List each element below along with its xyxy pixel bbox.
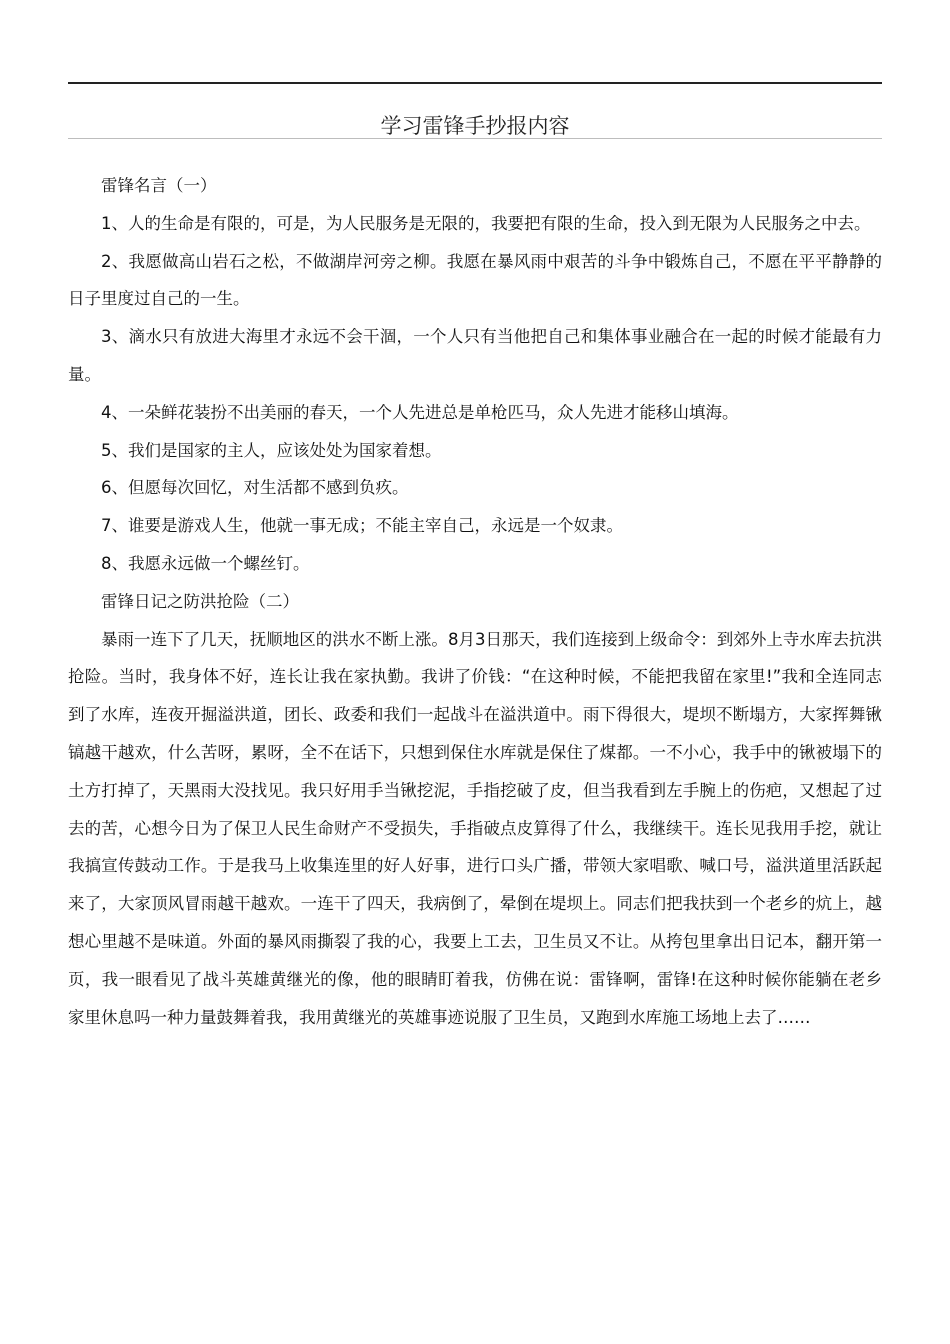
document-title: 学习雷锋手抄报内容 [380, 114, 570, 138]
quote-3: 3、滴水只有放进大海里才永远不会干涸，一个人只有当他把自己和集体事业融合在一起的时候才能最有力量。 [68, 327, 882, 384]
quote-1: 1、人的生命是有限的，可是，为人民服务是无限的，我要把有限的生命，投入到无限为人民服务之中去。 [101, 213, 871, 233]
quote-2: 2、我愿做高山岩石之松，不做湖岸河旁之柳。我愿在暴风雨中艰苦的斗争中锻炼自己，不愿在平平静静的日子里度过自己的一生。 [68, 251, 882, 309]
header-rule [68, 82, 882, 84]
quote-7: 7、谁要是游戏人生，他就一事无成；不能主宰自己，永远是一个奴隶。 [101, 516, 623, 536]
quote-5: 5、我们是国家的主人，应该处处为国家着想。 [101, 440, 442, 460]
document-body [68, 167, 882, 1036]
section-heading-quotes: 雷锋名言（一） [101, 176, 217, 195]
title-underline [68, 138, 882, 139]
diary-paragraph: 暴雨一连下了几天，抚顺地区的洪水不断上涨。8月3日那天，我们连接到上级命令：到郊外上寺水库去抗洪抢险。当时，我身体不好，连长让我在家执勤。我讲了价钱：“在这种时候，不能把我留在家里!”我和全连同志到了水库，连夜开掘溢洪道，团长、政委和我们一起战斗在溢洪道中。雨下得很大，堤坝不断塌方，大家挥舞锹镐越干越欢，什么苦呀，累呀，全不在话下，只想到保住水库就是保住了煤都。一不小心，我手中的锹被塌下的土方打掉了，天黑雨大没找见。我只好用手当锹挖泥，手指挖破了皮，但当我看到左手腕上的伤疤，又想起了过去的苦，心想今日为了保卫人民生命财产不受损失，手指破点皮算得了什么，我继续干。连长见我用手挖，就让我搞宣传鼓动工作。于是我马上收集连里的好人好事，进行口头广播，带领大家唱歌、喊口号，溢洪道里活跃起来了，大家顶风冒雨越干越欢。一连干了四天，我病倒了，晕倒在堤坝上。同志们把我扶到一个老乡的炕上，越想心里越不是味道。外面的暴风雨撕裂了我的心，我要上工去，卫生员又不让。从挎包里拿出日记本，翻开第一页，我一眼看见了战斗英雄黄继光的像，他的眼睛盯着我，仿佛在说：雷锋啊，雷锋!在这种时候你能躺在老乡家里休息吗一种力量鼓舞着我，我用黄继光的英雄事迹说服了卫生员，又跑到水库施工场地上去了…… [68, 629, 882, 1027]
quote-4: 4、一朵鲜花装扮不出美丽的春天，一个人先进总是单枪匹马，众人先进才能移山填海。 [101, 402, 739, 422]
quote-6: 6、但愿每次回忆，对生活都不感到负疚。 [101, 478, 409, 498]
section-heading-diary: 雷锋日记之防洪抢险（二） [101, 591, 299, 611]
quote-8: 8、我愿永远做一个螺丝钉。 [101, 553, 310, 573]
